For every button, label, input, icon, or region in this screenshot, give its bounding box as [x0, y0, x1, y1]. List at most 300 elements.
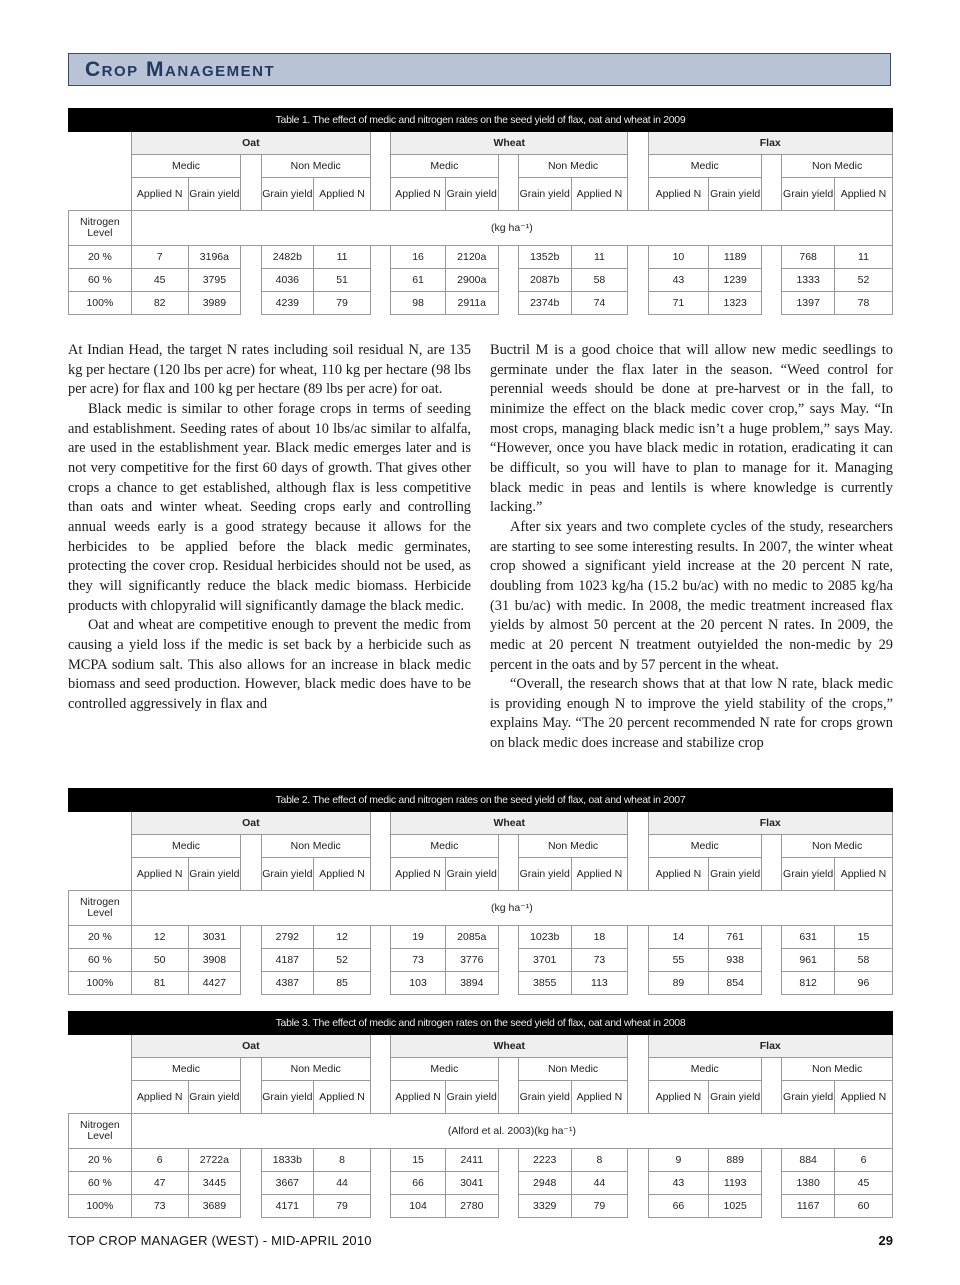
nitrogen-level-cell: 60 %: [69, 949, 132, 972]
table-caption: Table 2. The effect of medic and nitrogen rates on the seed yield of flax, oat and wheat in 2007: [69, 789, 893, 812]
column-gap: [628, 1149, 648, 1172]
nitrogen-level-cell: 20 %: [69, 1149, 132, 1172]
column-gap: [241, 1195, 261, 1218]
column-gap: [762, 835, 782, 858]
table-cell: 79: [571, 1195, 628, 1218]
grain-yield-header: Grain yield: [782, 858, 835, 891]
table-cell: 1239: [709, 269, 762, 292]
grain-yield-header: Grain yield: [782, 1081, 835, 1114]
column-gap: [370, 155, 390, 178]
column-gap: [628, 1081, 648, 1114]
column-gap: [498, 949, 518, 972]
table-row: [69, 949, 893, 972]
non-medic-header: Non Medic: [782, 1058, 893, 1081]
crop-header: Wheat: [391, 132, 628, 155]
table-cell: 3855: [518, 972, 571, 995]
column-gap: [241, 926, 261, 949]
column-gap: [762, 926, 782, 949]
table-cell: 11: [571, 246, 628, 269]
table-cell: 73: [391, 949, 446, 972]
column-gap: [762, 949, 782, 972]
table-cell: 9: [648, 1149, 709, 1172]
column-gap: [498, 926, 518, 949]
table-cell: 3667: [261, 1172, 314, 1195]
column-gap: [241, 246, 261, 269]
table-cell: 854: [709, 972, 762, 995]
table-cell: 2911a: [445, 292, 498, 315]
nitrogen-level-header: Nitrogen Level: [69, 1114, 132, 1149]
table-cell: 3445: [188, 1172, 241, 1195]
table-cell: 3908: [188, 949, 241, 972]
column-gap: [628, 292, 648, 315]
nitrogen-level-header: Nitrogen Level: [69, 891, 132, 926]
article-paragraph: Buctril M is a good choice that will allow new medic seedlings to germinate under the flax later in the season. “Weed control for perennial weeds should be done at pre-harvest or in the fall, to minimize the effect on the black medic cover crop,” says May. “In most crops, managing black medic isn’t a huge problem,” says May. “However, once you have black medic in rotation, eradicating it can be difficult, so you will have to plan to manage for it. Managing black medic in peas and lentils is where knowledge is currently lacking.”: [490, 342, 893, 516]
table-cell: 104: [391, 1195, 446, 1218]
column-gap: [498, 1195, 518, 1218]
blank-cell: [69, 1081, 132, 1114]
medic-header: Medic: [648, 835, 761, 858]
table-caption: Table 3. The effect of medic and nitrogen rates on the seed yield of flax, oat and wheat in 2008: [69, 1012, 893, 1035]
table-cell: 61: [391, 269, 446, 292]
crop-header: Oat: [131, 1035, 370, 1058]
table-cell: 812: [782, 972, 835, 995]
table-cell: 44: [571, 1172, 628, 1195]
column-gap: [498, 155, 518, 178]
applied-n-header: Applied N: [314, 858, 371, 891]
article-column-right: [490, 341, 893, 754]
crop-header: Wheat: [391, 812, 628, 835]
non-medic-header: Non Medic: [518, 155, 627, 178]
column-gap: [370, 292, 390, 315]
table-cell: 81: [131, 972, 188, 995]
table-row: [69, 246, 893, 269]
blank-cell: [69, 132, 132, 155]
table-cell: 58: [571, 269, 628, 292]
blank-cell: [69, 858, 132, 891]
table-cell: 45: [834, 1172, 892, 1195]
grain-yield-header: Grain yield: [188, 858, 241, 891]
table-cell: 3989: [188, 292, 241, 315]
table-cell: 58: [834, 949, 892, 972]
table-cell: 2722a: [188, 1149, 241, 1172]
grain-yield-header: Grain yield: [709, 1081, 762, 1114]
grain-yield-header: Grain yield: [709, 178, 762, 211]
table-cell: 66: [648, 1195, 709, 1218]
column-gap: [241, 155, 261, 178]
table-cell: 884: [782, 1149, 835, 1172]
table-cell: 1193: [709, 1172, 762, 1195]
table-cell: 1352b: [518, 246, 571, 269]
nitrogen-level-cell: 20 %: [69, 246, 132, 269]
unit-label: (kg ha⁻¹): [131, 891, 892, 926]
non-medic-header: Non Medic: [782, 835, 893, 858]
table-cell: 74: [571, 292, 628, 315]
crop-header: Flax: [648, 1035, 892, 1058]
table-cell: 1023b: [518, 926, 571, 949]
table-cell: 8: [314, 1149, 371, 1172]
table-cell: 3776: [445, 949, 498, 972]
table-cell: 8: [571, 1149, 628, 1172]
column-gap: [628, 155, 648, 178]
applied-n-header: Applied N: [391, 1081, 446, 1114]
table-cell: 15: [834, 926, 892, 949]
grain-yield-header: Grain yield: [188, 178, 241, 211]
column-gap: [370, 812, 390, 835]
column-gap: [370, 858, 390, 891]
non-medic-header: Non Medic: [782, 155, 893, 178]
grain-yield-header: Grain yield: [445, 178, 498, 211]
article-paragraph: After six years and two complete cycles of the study, researchers are starting to see some interesting results. In 2007, the winter wheat crop showed a significant yield increase at the 20 percent N rate, doubling from 1023 kg/ha (15.2 bu/ac) with no medic to 2085 kg/ha (31 bu/ac) with medic. In 2008, the medic treatment increased flax yields by almost 50 percent at the 20 percent N rates. In 2009, the medic at 20 percent N treatment outyielded the non-medic by 29 percent in the oats and by 57 percent in the wheat.: [490, 518, 893, 673]
table-cell: 938: [709, 949, 762, 972]
table-cell: 18: [571, 926, 628, 949]
grain-yield-header: Grain yield: [518, 178, 571, 211]
table-cell: 79: [314, 292, 371, 315]
table-cell: 2374b: [518, 292, 571, 315]
blank-cell: [69, 1058, 132, 1081]
column-gap: [241, 178, 261, 211]
column-gap: [241, 1172, 261, 1195]
column-gap: [370, 926, 390, 949]
medic-header: Medic: [131, 835, 240, 858]
table-cell: 4427: [188, 972, 241, 995]
table-cell: 768: [782, 246, 835, 269]
table-cell: 85: [314, 972, 371, 995]
column-gap: [370, 1035, 390, 1058]
column-gap: [628, 1058, 648, 1081]
column-gap: [241, 835, 261, 858]
column-gap: [628, 972, 648, 995]
applied-n-header: Applied N: [834, 178, 892, 211]
table-cell: 89: [648, 972, 709, 995]
applied-n-header: Applied N: [571, 178, 628, 211]
medic-header: Medic: [131, 155, 240, 178]
non-medic-header: Non Medic: [518, 835, 627, 858]
table-cell: 96: [834, 972, 892, 995]
table-cell: 3031: [188, 926, 241, 949]
table-cell: 15: [391, 1149, 446, 1172]
yield-table: [68, 1011, 893, 1218]
column-gap: [628, 949, 648, 972]
section-title: Crop Management: [85, 58, 276, 81]
applied-n-header: Applied N: [131, 178, 188, 211]
column-gap: [241, 949, 261, 972]
table-cell: 4239: [261, 292, 314, 315]
column-gap: [498, 972, 518, 995]
crop-header: Oat: [131, 812, 370, 835]
applied-n-header: Applied N: [131, 858, 188, 891]
table-cell: 55: [648, 949, 709, 972]
column-gap: [498, 1172, 518, 1195]
column-gap: [498, 858, 518, 891]
column-gap: [370, 1172, 390, 1195]
table-cell: 11: [834, 246, 892, 269]
column-gap: [762, 1195, 782, 1218]
column-gap: [762, 1058, 782, 1081]
column-gap: [241, 972, 261, 995]
column-gap: [241, 1058, 261, 1081]
article-paragraph: Black medic is similar to other forage crops in terms of seeding and establishment. Seeding rates of about 10 lbs/ac similar to alfalfa, are used in the establishment year. Black medic emerges later and is not very competitive for the first 60 days of growth. That gives other crops a chance to get established, although flax is less competitive than oats and winter wheat. Seeding crops early and controlling annual weeds early is a good strategy because it allows for the herbicides to be applied before the black medic germinates, protecting the cover crop. Residual herbicides should not be used, as they will significantly reduce the black medic biomass. Herbicide products with chlopyralid will significantly damage the black medic.: [68, 400, 471, 614]
yield-table: [68, 108, 893, 315]
article-paragraph: “Overall, the research shows that at that low N rate, black medic is providing enough N to improve the yield stability of the crops,” explains May. “The 20 percent recommended N rate for crops grown on black medic does increase and stabilize crop: [490, 676, 893, 752]
column-gap: [498, 246, 518, 269]
column-gap: [370, 1149, 390, 1172]
section-header: [68, 53, 891, 86]
table-cell: 71: [648, 292, 709, 315]
medic-header: Medic: [648, 155, 761, 178]
table-cell: 1380: [782, 1172, 835, 1195]
column-gap: [762, 1172, 782, 1195]
article-paragraph: At Indian Head, the target N rates including soil residual N, are 135 kg per hectare (120 lbs per acre) for wheat, 110 kg per hectare (98 lbs per acre) for flax and 100 kg per hectare (89 lbs per acre) for oat.: [68, 342, 471, 398]
table-cell: 78: [834, 292, 892, 315]
table-cell: 4171: [261, 1195, 314, 1218]
medic-header: Medic: [648, 1058, 761, 1081]
table-cell: 3329: [518, 1195, 571, 1218]
applied-n-header: Applied N: [391, 858, 446, 891]
table-cell: 3701: [518, 949, 571, 972]
table-cell: 1189: [709, 246, 762, 269]
table-caption: Table 1. The effect of medic and nitrogen rates on the seed yield of flax, oat and wheat in 2009: [69, 109, 893, 132]
column-gap: [762, 1149, 782, 1172]
table-cell: 103: [391, 972, 446, 995]
table-cell: 113: [571, 972, 628, 995]
table-cell: 2780: [445, 1195, 498, 1218]
table-cell: 12: [131, 926, 188, 949]
column-gap: [762, 178, 782, 211]
table-cell: 66: [391, 1172, 446, 1195]
column-gap: [370, 835, 390, 858]
column-gap: [628, 1035, 648, 1058]
applied-n-header: Applied N: [131, 1081, 188, 1114]
non-medic-header: Non Medic: [261, 1058, 370, 1081]
unit-label: (Alford et al. 2003)(kg ha⁻¹): [131, 1114, 892, 1149]
table-row: [69, 1172, 893, 1195]
grain-yield-header: Grain yield: [188, 1081, 241, 1114]
table-cell: 4187: [261, 949, 314, 972]
column-gap: [241, 1081, 261, 1114]
blank-cell: [69, 812, 132, 835]
non-medic-header: Non Medic: [261, 155, 370, 178]
table-cell: 3041: [445, 1172, 498, 1195]
nitrogen-level-cell: 60 %: [69, 1172, 132, 1195]
column-gap: [498, 269, 518, 292]
table-cell: 6: [834, 1149, 892, 1172]
blank-cell: [69, 155, 132, 178]
column-gap: [762, 246, 782, 269]
column-gap: [628, 132, 648, 155]
table-cell: 761: [709, 926, 762, 949]
column-gap: [370, 949, 390, 972]
grain-yield-header: Grain yield: [445, 858, 498, 891]
table-cell: 14: [648, 926, 709, 949]
table-cell: 2792: [261, 926, 314, 949]
table-cell: 43: [648, 1172, 709, 1195]
table-row: [69, 972, 893, 995]
table-cell: 12: [314, 926, 371, 949]
table-cell: 1833b: [261, 1149, 314, 1172]
non-medic-header: Non Medic: [518, 1058, 627, 1081]
nitrogen-level-cell: 100%: [69, 972, 132, 995]
blank-cell: [69, 835, 132, 858]
applied-n-header: Applied N: [571, 1081, 628, 1114]
table-cell: 6: [131, 1149, 188, 1172]
table-cell: 631: [782, 926, 835, 949]
table-cell: 44: [314, 1172, 371, 1195]
medic-header: Medic: [391, 1058, 498, 1081]
column-gap: [628, 269, 648, 292]
table-cell: 7: [131, 246, 188, 269]
column-gap: [498, 1081, 518, 1114]
applied-n-header: Applied N: [571, 858, 628, 891]
table-row: [69, 1195, 893, 1218]
column-gap: [370, 178, 390, 211]
table-cell: 4387: [261, 972, 314, 995]
grain-yield-header: Grain yield: [709, 858, 762, 891]
table-cell: 16: [391, 246, 446, 269]
article-column-left: [68, 341, 471, 714]
table-cell: 73: [571, 949, 628, 972]
table-cell: 3894: [445, 972, 498, 995]
column-gap: [628, 1172, 648, 1195]
applied-n-header: Applied N: [314, 1081, 371, 1114]
column-gap: [241, 292, 261, 315]
grain-yield-header: Grain yield: [518, 1081, 571, 1114]
table-cell: 50: [131, 949, 188, 972]
column-gap: [241, 1149, 261, 1172]
table-cell: 2482b: [261, 246, 314, 269]
table-cell: 52: [314, 949, 371, 972]
column-gap: [628, 178, 648, 211]
table-cell: 73: [131, 1195, 188, 1218]
table-cell: 2411: [445, 1149, 498, 1172]
unit-label: (kg ha⁻¹): [131, 211, 892, 246]
table-cell: 98: [391, 292, 446, 315]
medic-header: Medic: [391, 155, 498, 178]
table-cell: 82: [131, 292, 188, 315]
table-cell: 45: [131, 269, 188, 292]
footer-page-number: 29: [878, 1233, 893, 1248]
table-cell: 47: [131, 1172, 188, 1195]
grain-yield-header: Grain yield: [518, 858, 571, 891]
table-cell: 19: [391, 926, 446, 949]
nitrogen-level-cell: 100%: [69, 1195, 132, 1218]
table-cell: 2948: [518, 1172, 571, 1195]
crop-header: Wheat: [391, 1035, 628, 1058]
column-gap: [370, 269, 390, 292]
column-gap: [498, 1058, 518, 1081]
grain-yield-header: Grain yield: [261, 1081, 314, 1114]
table-cell: 889: [709, 1149, 762, 1172]
nitrogen-level-header: Nitrogen Level: [69, 211, 132, 246]
applied-n-header: Applied N: [834, 858, 892, 891]
table-cell: 3689: [188, 1195, 241, 1218]
column-gap: [762, 1081, 782, 1114]
table-row: [69, 292, 893, 315]
column-gap: [628, 1195, 648, 1218]
table-cell: 79: [314, 1195, 371, 1218]
applied-n-header: Applied N: [648, 1081, 709, 1114]
crop-header: Flax: [648, 812, 892, 835]
table-cell: 51: [314, 269, 371, 292]
table-cell: 1397: [782, 292, 835, 315]
column-gap: [762, 155, 782, 178]
column-gap: [762, 292, 782, 315]
crop-header: Flax: [648, 132, 892, 155]
medic-header: Medic: [391, 835, 498, 858]
medic-header: Medic: [131, 1058, 240, 1081]
column-gap: [498, 1149, 518, 1172]
table-row: [69, 926, 893, 949]
blank-cell: [69, 1035, 132, 1058]
table-row: [69, 1149, 893, 1172]
table-cell: 1025: [709, 1195, 762, 1218]
table-cell: 1333: [782, 269, 835, 292]
grain-yield-header: Grain yield: [261, 858, 314, 891]
table-row: [69, 269, 893, 292]
table-cell: 11: [314, 246, 371, 269]
footer-publication: TOP CROP MANAGER (WEST) - MID-APRIL 2010: [68, 1233, 372, 1248]
column-gap: [370, 1058, 390, 1081]
column-gap: [370, 1195, 390, 1218]
table-cell: 4036: [261, 269, 314, 292]
column-gap: [370, 132, 390, 155]
nitrogen-level-cell: 20 %: [69, 926, 132, 949]
column-gap: [370, 1081, 390, 1114]
column-gap: [628, 812, 648, 835]
table-cell: 2900a: [445, 269, 498, 292]
non-medic-header: Non Medic: [261, 835, 370, 858]
grain-yield-header: Grain yield: [261, 178, 314, 211]
column-gap: [370, 246, 390, 269]
article-paragraph: Oat and wheat are competitive enough to prevent the medic from causing a yield loss if the medic is set back by a herbicide such as MCPA sodium salt. This also allows for an increase in black medic biomass and seed production. However, black medic does have to be controlled aggressively in flax and: [68, 617, 471, 712]
column-gap: [628, 246, 648, 269]
table-cell: 60: [834, 1195, 892, 1218]
column-gap: [498, 292, 518, 315]
column-gap: [370, 972, 390, 995]
column-gap: [762, 858, 782, 891]
nitrogen-level-cell: 60 %: [69, 269, 132, 292]
applied-n-header: Applied N: [314, 178, 371, 211]
grain-yield-header: Grain yield: [445, 1081, 498, 1114]
applied-n-header: Applied N: [648, 858, 709, 891]
applied-n-header: Applied N: [391, 178, 446, 211]
table-cell: 10: [648, 246, 709, 269]
applied-n-header: Applied N: [834, 1081, 892, 1114]
table-cell: 1323: [709, 292, 762, 315]
column-gap: [628, 835, 648, 858]
table-cell: 3196a: [188, 246, 241, 269]
yield-table: [68, 788, 893, 995]
column-gap: [498, 178, 518, 211]
column-gap: [628, 858, 648, 891]
column-gap: [762, 972, 782, 995]
nitrogen-level-cell: 100%: [69, 292, 132, 315]
column-gap: [762, 269, 782, 292]
table-cell: 2120a: [445, 246, 498, 269]
table-cell: 43: [648, 269, 709, 292]
applied-n-header: Applied N: [648, 178, 709, 211]
table-cell: 3795: [188, 269, 241, 292]
table-cell: 1167: [782, 1195, 835, 1218]
table-cell: 52: [834, 269, 892, 292]
column-gap: [628, 926, 648, 949]
column-gap: [241, 858, 261, 891]
blank-cell: [69, 178, 132, 211]
crop-header: Oat: [131, 132, 370, 155]
grain-yield-header: Grain yield: [782, 178, 835, 211]
column-gap: [241, 269, 261, 292]
table-cell: 961: [782, 949, 835, 972]
table-cell: 2085a: [445, 926, 498, 949]
